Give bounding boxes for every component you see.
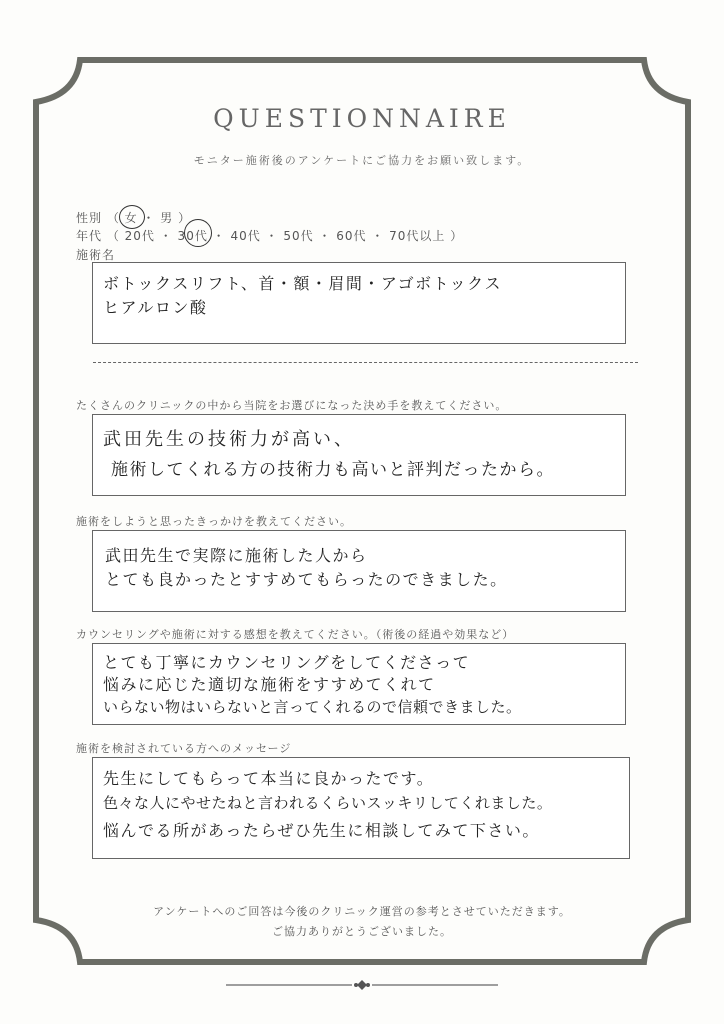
answer-1-line-2: 施術してくれる方の技術力も高いと評判だったから。 (111, 460, 555, 480)
bottom-ornament (226, 980, 498, 990)
answer-2-line-2: とても良かったとすすめてもらったのできました。 (105, 570, 508, 589)
answer-4-line-3: 悩んでる所があったらぜひ先生に相談してみて下さい。 (103, 821, 540, 840)
question-4-answer-box (92, 757, 630, 859)
treatment-label: 施術名 (76, 248, 116, 262)
answer-4-line-1: 先生にしてもらって本当に良かったです。 (103, 769, 435, 788)
answer-4-line-2: 色々な人にやせたねと言われるくらいスッキリしてくれました。 (103, 794, 553, 812)
question-3-answer-box (92, 643, 626, 725)
question-1-answer-box (92, 414, 626, 496)
treatment-answer-box (92, 262, 626, 344)
treatment-line-1: ボトックスリフト、首・額・眉間・アゴボトックス (103, 274, 502, 293)
question-2-answer-box (92, 530, 626, 612)
gender-label: 性別 (76, 211, 103, 225)
answer-3-line-2: 悩みに応じた適切な施術をすすめてくれて (103, 675, 436, 694)
age-field (76, 227, 463, 244)
question-2-prompt: 施術をしようと思ったきっかけを教えてください。 (76, 515, 352, 528)
treatment-line-2: ヒアルロン酸 (103, 298, 208, 317)
answer-2-line-1: 武田先生で実際に施術した人から (105, 546, 368, 565)
age-options: （ 20代 ・ 30代 ・ 40代 ・ 50代 ・ 60代 ・ 70代以上 ） (106, 229, 464, 243)
gender-options: （ 女 ・ 男 ） (106, 211, 192, 225)
section-divider (93, 362, 638, 363)
question-1-prompt: たくさんのクリニックの中から当院をお選びになった決め手を教えてください。 (76, 399, 508, 412)
answer-3-line-3: いらない物はいらないと言ってくれるので信頼できました。 (103, 698, 522, 716)
page-subtitle: モニター施術後のアンケートにご協力をお願い致します。 (193, 154, 531, 167)
footer-line-1: アンケートへのご回答は今後のクリニック運営の参考とさせていただきます。 (153, 905, 571, 918)
page-title: QUESTIONNAIRE (213, 104, 511, 133)
age-label: 年代 (76, 229, 103, 243)
gender-selected-circle (119, 205, 145, 229)
question-3-prompt: カウンセリングや施術に対する感想を教えてください。（術後の経過や効果など） (76, 628, 515, 641)
footer-line-2: ご協力ありがとうございました。 (272, 925, 452, 938)
answer-1-line-1: 武田先生の技術力が高い、 (103, 429, 355, 450)
question-4-prompt: 施術を検討されている方へのメッセージ (76, 742, 292, 755)
answer-3-line-1: とても丁寧にカウンセリングをしてくださって (103, 653, 471, 672)
age-selected-circle (184, 219, 212, 247)
